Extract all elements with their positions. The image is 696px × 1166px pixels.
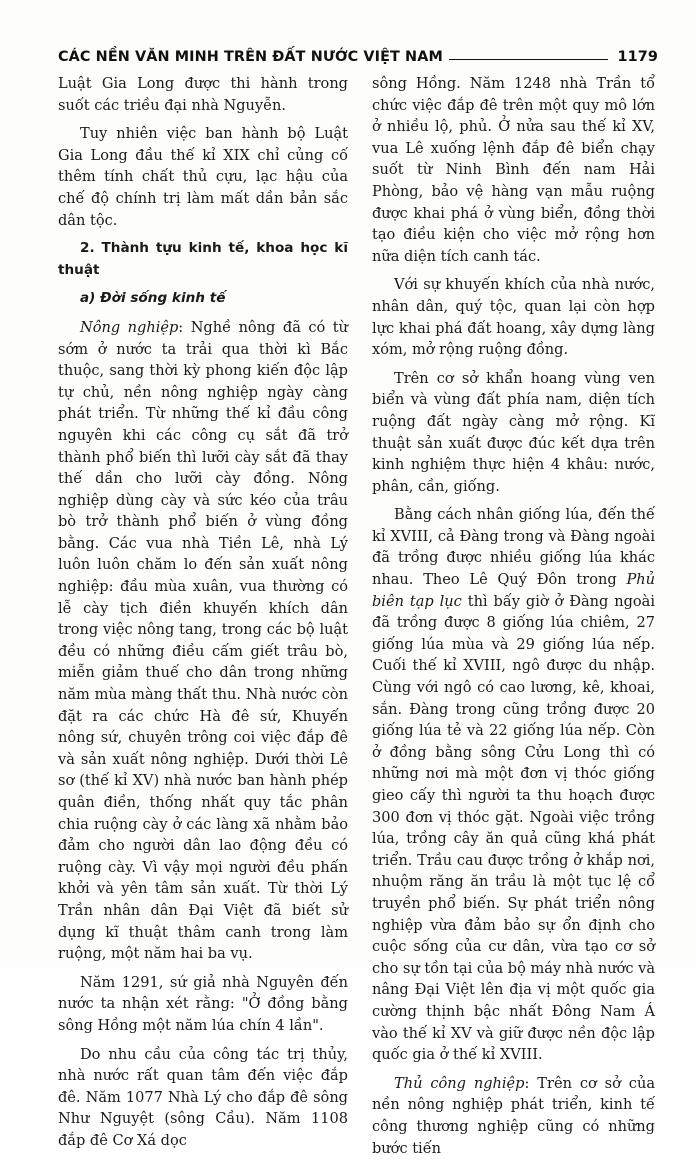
header-rule — [449, 59, 608, 60]
paragraph-lead: Thủ công nghiệp — [394, 1074, 525, 1092]
paragraph: Do nhu cầu của công tác trị thủy, nhà nước rất quan tâm đến việc đắp đê. Năm 1077 Nhà Lý cho đắp đê sông Như Nguyệt (sông Cầu). Năm 1108 đắp đê Cơ Xá dọc — [58, 1045, 348, 1149]
left-column — [58, 73, 348, 1159]
paragraph: Tuy nhiên việc ban hành bộ Luật Gia Long đầu thế kỉ XIX chỉ củng cố thêm tính chất thủ cựu, lạc hậu của chế độ chính trị làm mất dần bản sắc dân tộc. — [58, 125, 348, 229]
paragraph: Luật Gia Long được thi hành trong suốt các triều đại nhà Nguyễn. — [58, 75, 348, 114]
paragraph-body: : Trên cơ sở của nền nông nghiệp phát triển, kinh tế công thương nghiệp cũng có những bước tiến — [372, 1074, 655, 1157]
paragraph: sông Hồng. Năm 1248 nhà Trần tổ chức việc đắp đê trên một quy mô lớn ở nhiều lộ, phủ. Ở nửa sau thế kỉ XV, vua Lê xuống lệnh đắp đê biển chạy suốt từ Ninh Bình đến nam Hải Phòng, bảo vệ hàng vạn mẫu ruộng được khai phá ở vùng biển, đồng thời tạo điều kiện cho việc mở rộng hơn nữa diện tích canh tác. — [372, 75, 655, 265]
paragraph: Với sự khuyến khích của nhà nước, nhân dân, quý tộc, quan lại còn hợp lực khai phá đất hoang, xây dựng làng xóm, mở rộng ruộng đồng. — [372, 276, 655, 359]
right-column — [372, 73, 655, 1166]
paragraph: Trên cơ sở khẩn hoang vùng ven biển và vùng đất phía nam, diện tích ruộng đất ngày càng mở rộng. Kĩ thuật sản xuất được đúc kết dựa trên kinh nghiệm thực hiện 4 khâu: nước, phân, cần, giống. — [372, 369, 655, 495]
section-heading: 2. Thành tựu kinh tế, khoa học kĩ thuật — [58, 240, 348, 278]
book-title: Phủ biên tạp lục — [372, 571, 655, 610]
paragraph-rice-varieties — [372, 504, 655, 1065]
paragraph-text: Bằng cách nhân giống lúa, đến thế kỉ XVIII, cả Đàng trong và Đàng ngoài đã trồng được nhiều giống lúa khác nhau. Theo Lê Quý Đôn trong — [372, 506, 655, 589]
subsection-heading: a) Đời sống kinh tế — [80, 290, 226, 307]
paragraph: Năm 1291, sứ giả nhà Nguyên đến nước ta nhận xét rằng: "Ở đồng bằng sông Hồng một năm lúa chín 4 lần". — [58, 973, 348, 1034]
running-header — [58, 43, 658, 65]
paragraph-lead: Nông nghiệp — [80, 318, 179, 336]
paragraph-text: thì bấy giờ ở Đàng ngoài đã trồng được 8 giống lúa chiêm, 27 giống lúa mùa và 29 giống lúa nếp. Cuối thế kỉ XVIII, ngô được du nhập. Cùng với ngô có cao lương, kê, khoai, sắn. Đàng trong cũng trồng được 20 giống lúa tẻ và 22 giống lúa nếp. Còn ở đồng bằng sông Cửu Long thì có những nơi mà một đơn vị thóc giống gieo cấy thì người ta thu hoạch được 300 đơn vị thóc gặt. Ngoài việc trồng lúa, trồng cây ăn quả cũng khá phát triển. Trầu cau được trồng ở khắp nơi, nhuộm răng ăn trầu là một tục lệ cổ truyền phổ biến. Sự phát triển nông nghiệp vừa đảm bảo sự ổn định cho cuộc sống của cư dân, vừa tạo cơ sở cho sự tồn tại của bộ máy nhà nước và nâng Đại Việt lên địa vị một quốc gia cường thịnh bậc nhất Đông Nam Á vào thế kỉ XV và giữ được nền độc lập quốc gia ở thế kỉ XVIII. — [372, 592, 655, 1064]
page-number: 1179 — [617, 49, 658, 65]
paragraph-handicraft — [372, 1073, 655, 1159]
paragraph-agriculture — [58, 317, 348, 965]
chapter-title: CÁC NỀN VĂN MINH TRÊN ĐẤT NƯỚC VIỆT NAM — [58, 49, 443, 65]
paragraph-body: : Nghề nông đã có từ sớm ở nước ta trải qua thời kì Bắc thuộc, sang thời kỳ phong kiến độc lập tự chủ, nền nông nghiệp ngày càng phát triển. Từ những thế kỉ đầu công nguyên khi các công cụ sắt đã trở thành phổ biến thì lưỡi cày sắt đã thay thế dần cho lưỡi cày đồng. Nông nghiệp dùng cày và sức kéo của trâu bò trở thành phổ biến ở vùng đồng bằng. Các vua nhà Tiền Lê, nhà Lý luôn luôn chăm lo đến sản xuất nông nghiệp: đầu mùa xuân, vua thường có lễ cày tịch điền khuyến khích dân trong việc nông tang, trong các bộ luật đều có những điều cấm giết trâu bò, miễn giảm thuế cho dân trong những năm mùa màng thất thu. Nhà nước còn đặt ra các chức Hà đê sứ, Khuyến nông sứ, chuyên trông coi việc đắp đê và sản xuất nông nghiệp. Dưới thời Lê sơ (thế kỉ XV) nhà nước ban hành phép quân điền, thống nhất quy tắc phân chia ruộng cày ở các làng xã nhằm bảo đảm cho người dân lao động đều có ruộng cày. Vì vậy mọi người đều phấn khởi và yên tâm sản xuất. Từ thời Lý Trần nhân dân Đại Việt đã biết sử dụng kĩ thuật thâm canh trong làm ruộng, một năm hai ba vụ. — [58, 318, 348, 963]
